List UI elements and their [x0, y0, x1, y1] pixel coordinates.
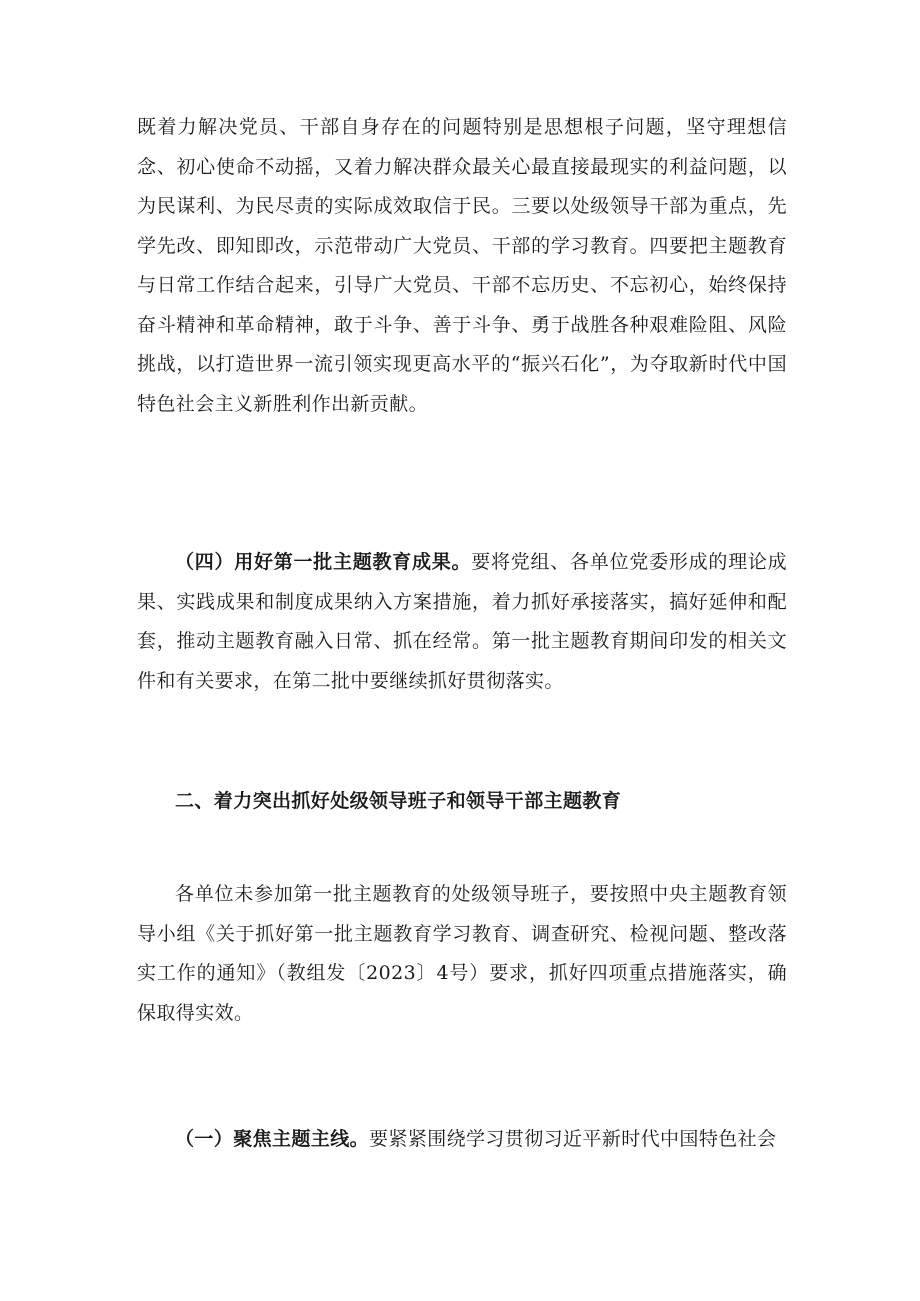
paragraph-subsection-one-lead: （一）聚焦主题主线。: [175, 1128, 370, 1150]
paragraph-subsection-one: [137, 1120, 787, 1160]
paragraph-section-two-intro: 各单位未参加第一批主题教育的处级领导班子，要按照中央主题教育领导小组《关于抓好第一批主题教育学习教育、调查研究、检视问题、整改落实工作的通知》（教组发〔2023〕4号）要求，抓好四项重点措施落实，确保取得实效。: [137, 883, 787, 1024]
paragraph-subsection-one-body: 要紧紧围绕学习贯彻习近平新时代中国特色社会: [369, 1128, 777, 1150]
paragraph-continuation: 既着力解决党员、干部自身存在的问题特别是思想根子问题，坚守理想信念、初心使命不动摇，又着力解决群众最关心最直接最现实的利益问题，以为民谋利、为民尽责的实际成效取信于民。三要以处级领导干部为重点，先学先改、即知即改，示范带动广大党员、干部的学习教育。四要把主题教育与日常工作结合起来，引导广大党员、干部不忘历史、不忘初心，始终保持奋斗精神和革命精神，敢于斗争、善于斗争、勇于战胜各种艰难险阻、风险挑战，以打造世界一流引领实现更高水平的“振兴石化”，为夺取新时代中国特色社会主义新胜利作出新贡献。: [137, 116, 787, 415]
section-heading-two: 二、着力突出抓好处级领导班子和领导干部主题教育: [175, 790, 622, 812]
paragraph-section-four-body: 要将党组、各单位党委形成的理论成果、实践成果和制度成果纳入方案措施，着力抓好承接落实，搞好延伸和配套，推动主题教育融入日常、抓在经常。第一批主题教育期间印发的相关文件和有关要求，在第二批中要继续抓好贯彻落实。: [137, 551, 787, 692]
paragraph-section-four-lead: （四）用好第一批主题教育成果。: [175, 551, 472, 573]
paragraph-section-four: [137, 543, 787, 701]
